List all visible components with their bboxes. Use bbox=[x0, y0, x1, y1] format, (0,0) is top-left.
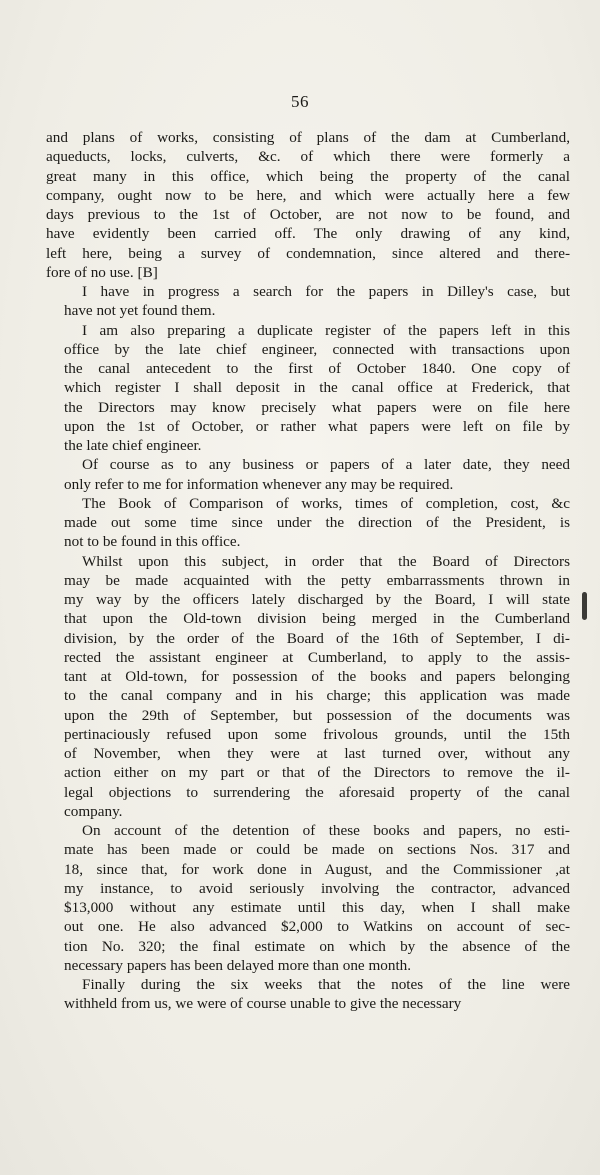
text-line: to the canal company and in his charge; this application was made bbox=[64, 687, 570, 705]
text-line: mate has been made or could be made on sections Nos. 317 and bbox=[64, 841, 570, 859]
text-line: Of course as to any business or papers of a later date, they need bbox=[82, 456, 570, 474]
text-line: pertinaciously refused upon some frivolous grounds, until the 15th bbox=[64, 725, 570, 743]
text-line: rected the assistant engineer at Cumberland, to apply to the assis- bbox=[64, 648, 570, 666]
text-line: left here, being a survey of condemnation, since altered and there- bbox=[46, 244, 570, 262]
paragraph bbox=[46, 128, 570, 282]
paragraph bbox=[46, 455, 570, 494]
text-line: the canal antecedent to the first of October 1840. One copy of bbox=[64, 360, 570, 377]
text-line: tant at Old-town, for possession of the books and papers belonging bbox=[64, 668, 570, 685]
text-line: action either on my part or that of the Directors to remove the il- bbox=[64, 764, 570, 782]
text-line: great many in this office, which being the property of the canal bbox=[46, 167, 570, 185]
text-line: 18, since that, for work done in August, and the Commissioner ,at bbox=[64, 860, 570, 878]
paragraph bbox=[46, 552, 570, 822]
paragraph bbox=[46, 321, 570, 456]
text-line: fore of no use. [B] bbox=[46, 263, 158, 281]
text-line: withheld from us, we were of course unable to give the necessary bbox=[64, 995, 462, 1013]
text-line: of November, when they were at last turned over, without any bbox=[64, 745, 570, 762]
text-line: On account of the detention of these books and papers, no esti- bbox=[82, 822, 570, 839]
paragraph bbox=[46, 494, 570, 552]
text-line: company, ought now to be here, and which were actually here a few bbox=[46, 186, 570, 204]
text-line: may be made acquainted with the petty embarrassments thrown in bbox=[64, 571, 570, 589]
text-line: office by the late chief engineer, connected with transactions upon bbox=[64, 340, 570, 358]
text-line: Whilst upon this subject, in order that the Board of Directors bbox=[82, 552, 570, 570]
text-line: my instance, to avoid seriously involving the contractor, advanced bbox=[64, 879, 570, 897]
text-line: necessary papers has been delayed more than one month. bbox=[64, 956, 412, 974]
text-line: not to be found in this office. bbox=[64, 533, 241, 551]
paragraph bbox=[46, 282, 570, 321]
text-line: which register I shall deposit in the canal office at Frederick, that bbox=[64, 379, 570, 397]
paragraph bbox=[46, 821, 570, 975]
text-line: my way by the officers lately discharged by the Board, I will state bbox=[64, 591, 570, 608]
text-line: I am also preparing a duplicate register of the papers left in this bbox=[82, 321, 570, 339]
text-body bbox=[46, 128, 570, 1014]
text-line: legal objections to surrendering the aforesaid property of the canal bbox=[64, 783, 570, 801]
text-line: and plans of works, consisting of plans of the dam at Cumberland, bbox=[46, 129, 570, 146]
text-line: division, by the order of the Board of the 16th of September, I di- bbox=[64, 629, 570, 647]
text-line: the late chief engineer. bbox=[64, 437, 202, 454]
text-line: upon the 1st of October, or rather what papers were left on file by bbox=[64, 417, 570, 435]
text-line: Finally during the six weeks that the notes of the line were bbox=[82, 976, 570, 993]
text-line: the Directors may know precisely what papers were on file here bbox=[64, 398, 570, 416]
text-line: that upon the Old-town division being merged in the Cumberland bbox=[64, 610, 570, 628]
text-line: have not yet found them. bbox=[64, 302, 216, 320]
text-line: I have in progress a search for the papers in Dilley's case, but bbox=[82, 283, 570, 300]
text-line: The Book of Comparison of works, times of completion, cost, &c bbox=[82, 494, 570, 512]
text-line: tion No. 320; the final estimate on which by the absence of the bbox=[64, 937, 570, 955]
ink-smudge bbox=[582, 592, 587, 620]
text-line: upon the 29th of September, but possession of the documents was bbox=[64, 706, 570, 724]
text-line: $13,000 without any estimate until this day, when I shall make bbox=[64, 899, 570, 916]
text-line: company. bbox=[64, 802, 123, 820]
text-line: aqueducts, locks, culverts, &c. of which there were formerly a bbox=[46, 148, 570, 166]
page-number: 56 bbox=[291, 92, 309, 111]
text-line: made out some time since under the direction of the President, is bbox=[64, 514, 570, 531]
text-line: only refer to me for information whenever any may be required. bbox=[64, 475, 454, 493]
text-line: have evidently been carried off. The only drawing of any kind, bbox=[46, 225, 570, 243]
text-line: days previous to the 1st of October, are not now to be found, and bbox=[46, 206, 570, 223]
paragraph bbox=[46, 975, 570, 1014]
text-line: out one. He also advanced $2,000 to Watkins on account of sec- bbox=[64, 918, 570, 936]
